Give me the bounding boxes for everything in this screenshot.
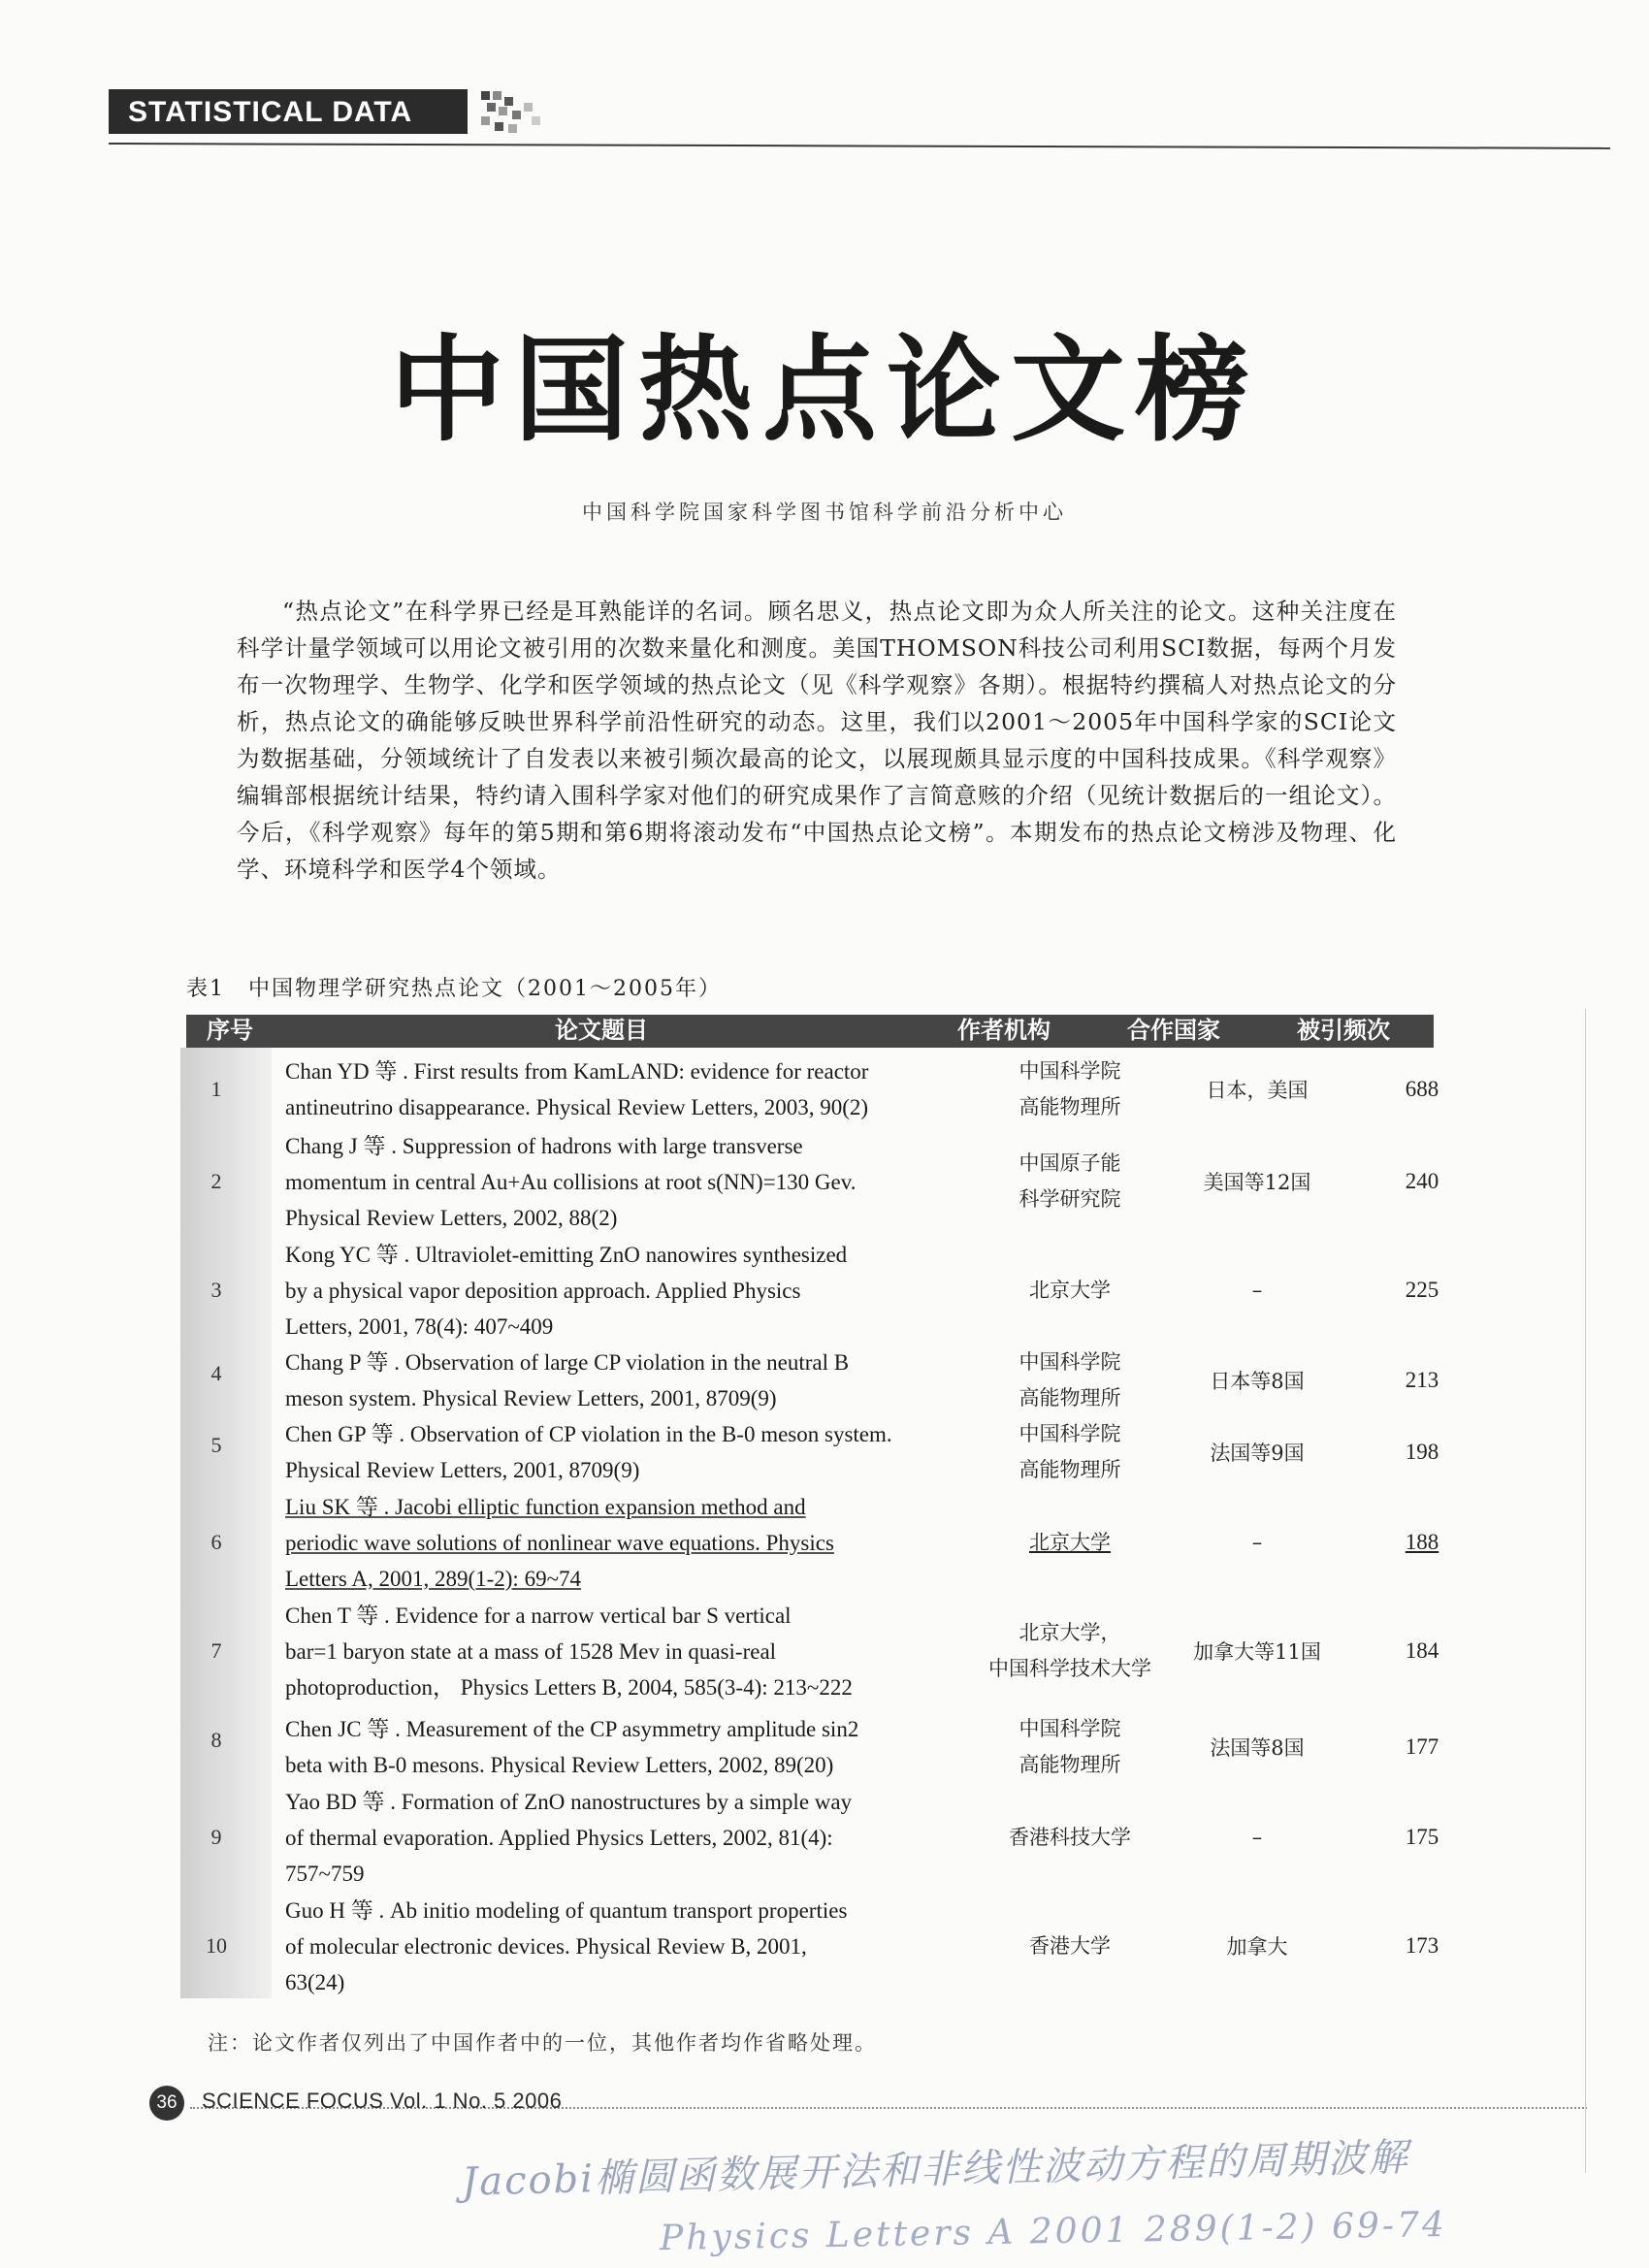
- table-row: [180, 1488, 1441, 1597]
- scan-edge-line: [1585, 1009, 1586, 2173]
- citations: 173: [1405, 1933, 1439, 1958]
- citations: 198: [1405, 1440, 1439, 1464]
- citations: 184: [1405, 1638, 1439, 1663]
- paper-title: Chen JC 等 . Measurement of the CP asymmetry amplitude sin2 beta with B-0 mesons. Physical Review Letters, 2002, 89(20): [285, 1717, 859, 1777]
- country: 美国等12国: [1203, 1171, 1311, 1194]
- paper-title: Kong YC 等 . Ultraviolet-emitting ZnO nanowires synthesized by a physical vapor deposition approach. Applied Physics Letters, 2001, 78(4): 407~409: [285, 1242, 848, 1339]
- citations: 225: [1405, 1278, 1439, 1302]
- table-row: [180, 1053, 1441, 1125]
- table-row: [180, 1127, 1441, 1236]
- paper-title: Chang J 等 . Suppression of hadrons with large transverse momentum in central Au+Au collisions at root s(NN)=130 Gev. Physical Review Letters, 2002, 88(2): [285, 1133, 857, 1230]
- institution: 北京大学: [1029, 1530, 1111, 1554]
- citations: 240: [1405, 1169, 1439, 1193]
- paper-title: Chan YD 等 . First results from KamLAND: evidence for reactor antineutrino disappearance. Physical Review Letters, 2003, 90(2): [285, 1059, 869, 1119]
- row-number: 3: [210, 1278, 222, 1302]
- header-citations: 被引频次: [1297, 1018, 1390, 1044]
- row-number: 7: [210, 1638, 222, 1663]
- paper-title: Liu SK 等 . Jacobi elliptic function expansion method and periodic wave solutions of nonlinear wave equations. Physics Letters A, 2001, 289(1-2): 69~74: [285, 1494, 834, 1591]
- institution: 中国科学院 高能物理所: [1018, 1717, 1121, 1776]
- institution: 中国科学院 高能物理所: [1018, 1059, 1121, 1118]
- handwritten-note: Jacobi椭圆函数展开法和非线性波动方程的周期波解: [461, 2135, 1410, 2205]
- citations: 175: [1405, 1825, 1439, 1849]
- institution: 香港大学: [1029, 1933, 1111, 1958]
- table-row: [180, 1345, 1441, 1416]
- header-num: 序号: [207, 1018, 253, 1044]
- row-number: 1: [210, 1077, 222, 1101]
- country: 加拿大等11国: [1193, 1640, 1321, 1664]
- handwritten-note-citation: Physics Letters A 2001 289(1-2) 69-74: [659, 2204, 1448, 2259]
- citations: 688: [1405, 1077, 1439, 1101]
- header-country: 合作国家: [1127, 1018, 1220, 1044]
- institution: 北京大学， 中国科学技术大学: [988, 1621, 1151, 1680]
- table-row: [180, 1892, 1441, 2000]
- paper-title: Chen T 等 . Evidence for a narrow vertical bar S vertical bar=1 baryon state at a mass of 1528 Mev in quasi-real photoproduction， Physics Letters B, 2004, 585(3-4): 213~222: [285, 1603, 853, 1700]
- table-row: [180, 1783, 1441, 1892]
- institution: 中国科学院 高能物理所: [1018, 1422, 1121, 1481]
- row-number: 5: [210, 1433, 222, 1457]
- row-number: 10: [206, 1933, 227, 1958]
- paper-title: Chang P 等 . Observation of large CP violation in the neutral B meson system. Physical Review Letters, 2001, 8709(9): [285, 1350, 850, 1410]
- country: 法国等8国: [1210, 1736, 1305, 1760]
- table-row: [180, 1416, 1441, 1488]
- table-row: [180, 1597, 1441, 1705]
- citations: 188: [1405, 1530, 1439, 1554]
- institution: 中国科学院 高能物理所: [1018, 1350, 1121, 1409]
- paper-title: Chen GP 等 . Observation of CP violation in the B-0 meson system. Physical Review Letters, 2001, 8709(9): [285, 1422, 892, 1482]
- page-title: 中国热点论文榜: [389, 322, 1259, 457]
- row-number: 6: [210, 1530, 222, 1554]
- citations: 213: [1405, 1368, 1439, 1392]
- paper-title: Yao BD 等 . Formation of ZnO nanostructures by a simple way of thermal evaporation. Applied Physics Letters, 2002, 81(4): 757~759: [285, 1789, 853, 1886]
- country: 法国等9国: [1210, 1442, 1305, 1465]
- row-number: 2: [210, 1169, 222, 1193]
- row-number: 8: [210, 1728, 222, 1752]
- country: –: [1251, 1531, 1263, 1554]
- country: 日本，美国: [1206, 1079, 1309, 1102]
- institution: 北京大学: [1029, 1278, 1111, 1302]
- citations: 177: [1405, 1734, 1439, 1759]
- journal-info: SCIENCE FOCUS Vol. 1 No. 5 2006: [202, 2089, 563, 2113]
- paper-title: Guo H 等 . Ab initio modeling of quantum transport properties of molecular electronic devices. Physical Review B, 2001, 63(24): [285, 1897, 848, 1994]
- header-title: 论文题目: [555, 1018, 648, 1044]
- header-institution: 作者机构: [957, 1018, 1051, 1044]
- table-row: [180, 1711, 1441, 1783]
- country: 日本等8国: [1210, 1370, 1305, 1393]
- header-rule: [109, 143, 1610, 149]
- section-label: STATISTICAL DATA: [128, 96, 413, 128]
- institution: 中国原子能 科学研究院: [1018, 1151, 1121, 1211]
- table-caption: 表1 中国物理学研究热点论文（2001～2005年）: [186, 977, 722, 1001]
- intro-paragraph: “热点论文”在科学界已经是耳熟能详的名词。顾名思义，热点论文即为众人所关注的论文。这种关注度在科学计量学领域可以用论文被引用的次数来量化和测度。美国THOMSON科技公司利用SCI数据，每两个月发布一次物理学、生物学、化学和医学领域的热点论文（见《科学观察》各期）。根据特约撰稿人对热点论文的分析，热点论文的确能够反映世界科学前沿性研究的动态。这里，我们以2001～2005年中国科学家的SCI论文为数据基础，分领域统计了自发表以来被引频次最高的论文，以展现颇具显示度的中国科技成果。《科学观察》编辑部根据统计结果，特约请入围科学家对他们的研究成果作了言简意赅的介绍（见统计数据后的一组论文）。今后，《科学观察》每年的第5期和第6期将滚动发布“中国热点论文榜”。本期发布的热点论文榜涉及物理、化学、环境科学和医学4个领域。: [237, 598, 1397, 883]
- row-number: 9: [210, 1825, 222, 1849]
- page-number: 36: [149, 2086, 184, 2121]
- country: 加拿大: [1226, 1935, 1288, 1959]
- table-row: [180, 1236, 1441, 1345]
- row-number: 4: [210, 1361, 222, 1385]
- institution: 香港科技大学: [1009, 1825, 1131, 1849]
- country: –: [1251, 1279, 1263, 1302]
- table-note: 注：论文作者仅列出了中国作者中的一位，其他作者均作省略处理。: [208, 2031, 877, 2055]
- source-line: 中国科学院国家科学图书馆科学前沿分析中心: [582, 501, 1067, 524]
- country: –: [1251, 1826, 1263, 1849]
- decorative-squares-icon: [479, 89, 547, 136]
